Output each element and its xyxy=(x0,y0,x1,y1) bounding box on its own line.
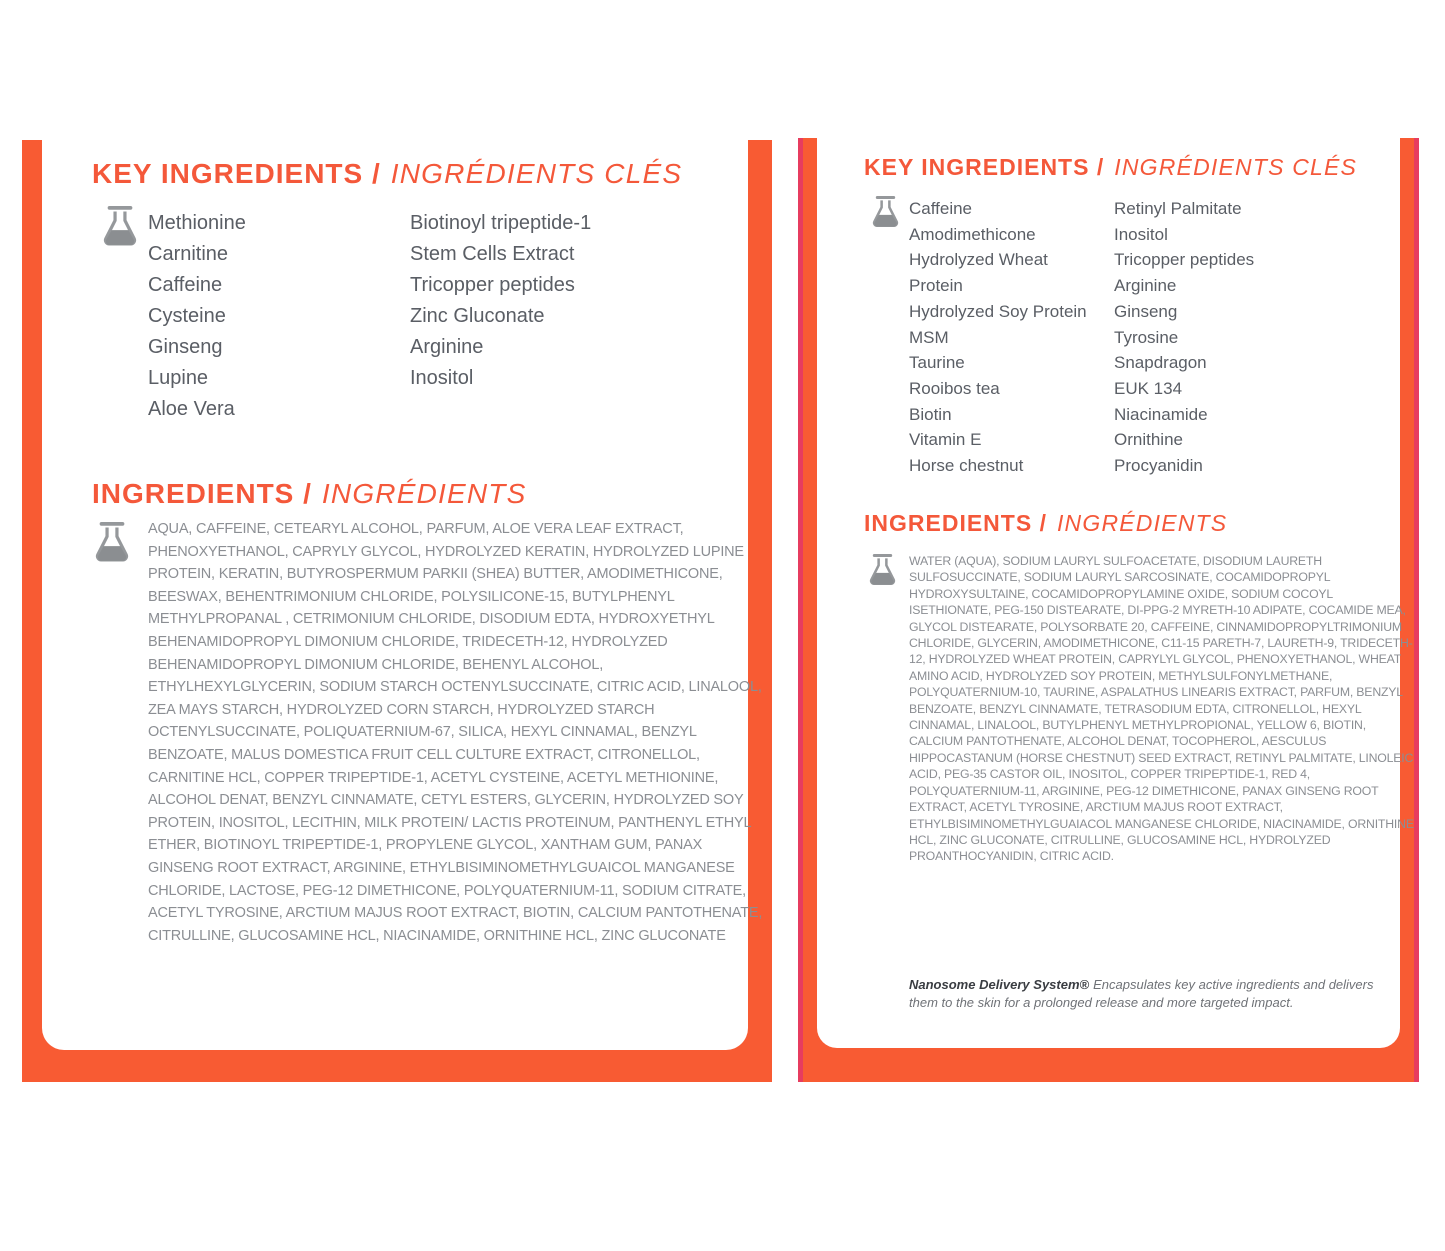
flask-icon xyxy=(870,196,901,229)
key-ingredient-item: Caffeine xyxy=(909,199,973,218)
heading-french: INGRÉDIENTS CLÉS xyxy=(390,158,683,189)
key-ingredients-column-2 xyxy=(1114,196,1354,479)
key-ingredient-item: Ginseng xyxy=(1114,301,1178,321)
key-ingredient-item: Ornithine xyxy=(1114,430,1183,450)
ingredients-heading xyxy=(864,510,1227,537)
key-ingredient-item: Amodimethicone xyxy=(909,224,1036,244)
key-ingredient-item: Tricopper peptides xyxy=(1114,250,1255,270)
key-ingredient-item: Vitamin E xyxy=(909,430,982,450)
key-ingredient-item: Biotinoyl tripeptide-1 xyxy=(410,212,592,234)
key-ingredient-item: Snapdragon xyxy=(1114,353,1207,373)
panel-right-orange-frame xyxy=(803,138,1414,1082)
panel-right-label xyxy=(798,138,1419,1082)
nanosome-footnote xyxy=(909,976,1389,1012)
key-ingredient-item: MSM xyxy=(909,327,949,347)
key-ingredient-item: Ginseng xyxy=(148,336,223,358)
key-ingredient-item: Arginine xyxy=(410,336,484,358)
heading-french: INGRÉDIENTS CLÉS xyxy=(1114,154,1358,180)
heading-english: INGREDIENTS / xyxy=(864,510,1047,536)
key-ingredient-item: Arginine xyxy=(1114,276,1177,296)
key-ingredient-item: Zinc Gluconate xyxy=(410,305,545,327)
key-ingredient-item: Hydrolyzed Soy Protein xyxy=(909,301,1087,321)
key-ingredient-item: Taurine xyxy=(909,353,965,373)
key-ingredient-item: Inositol xyxy=(410,367,474,389)
key-ingredients-heading xyxy=(864,154,1357,181)
key-ingredient-item: Lupine xyxy=(148,367,209,389)
flask-icon xyxy=(92,522,132,564)
heading-french: INGRÉDIENTS xyxy=(1056,510,1228,536)
key-ingredient-item: Tricopper peptides xyxy=(410,274,575,296)
flask-icon xyxy=(100,206,140,248)
heading-french: INGRÉDIENTS xyxy=(321,478,527,509)
key-ingredients-column-1 xyxy=(148,208,398,425)
key-ingredients-column-1 xyxy=(909,196,1097,479)
key-ingredient-item: Inositol xyxy=(1114,224,1168,244)
key-ingredient-item: Aloe Vera xyxy=(148,398,235,420)
key-ingredient-item: Stem Cells Extract xyxy=(410,243,575,265)
key-ingredient-item: Rooibos tea xyxy=(909,378,1000,398)
key-ingredient-item: Caffeine xyxy=(148,274,223,296)
key-ingredient-item: Retinyl Palmitate xyxy=(1114,199,1242,218)
panel-left-content-area xyxy=(42,140,763,1050)
key-ingredients-column-2 xyxy=(410,208,740,394)
heading-english: KEY INGREDIENTS / xyxy=(864,154,1105,180)
heading-english: KEY INGREDIENTS / xyxy=(92,158,381,189)
full-ingredients-text: AQUA, CAFFEINE, CETEARYL ALCOHOL, PARFUM, ALOE VERA LEAF EXTRACT, PHENOXYETHANOL, CAPRYLY GLYCOL, HYDROLYZED KERATIN, HYDROLYZED LUPINE PROTEIN, KERATIN, BUTYROSPERMUM PARKII (SHEA) BUTTER, AMODIMETHICONE, BEESWAX, BEHENTRIMONIUM CHLORIDE, POLYSILICONE-15, BUTYLPHENYL METHYLPROPANAL , CETRIMONIUM CHLORIDE, DISODIUM EDTA, HYDROXYETHYL BEHENAMIDOPROPYL DIMONIUM CHLORIDE, TRIDECETH-12, HYDROLYZED BEHENAMIDOPROPYL DIMONIUM CHLORIDE, BEHENYL ALCOHOL, ETHYLHEXYLGLYCERIN, SODIUM STARCH OCTENYLSUCCINATE, CITRIC ACID, LINALOOL, ZEA MAYS STARCH, HYDROLYZED CORN STARCH, HYDROLYZED STARCH OCTENYLSUCCINATE, POLIQUATERNIUM-67, SILICA, HEXYL CINNAMAL, BENZYL BENZOATE, MALUS DOMESTICA FRUIT CELL CULTURE EXTRACT, CITRONELLOL, CARNITINE HCL, COPPER TRIPEPTIDE-1, ACETYL CYSTEINE, ACETYL METHIONINE, ALCOHOL DENAT, BENZYL CINNAMATE, CETYL ESTERS, GLYCERIN, HYDROLYZED SOY PROTEIN, INOSITOL, LECITHIN, MILK PROTEIN/ LACTIS PROTEINUM, PANTHENYL ETHYL ETHER, BIOTINOYL TRIPEPTIDE-1, PROPYLENE GLYCOL, XANTHAM GUM, PANAX GINSENG ROOT EXTRACT, ARGININE, ETHYLBISIMINOMETHYLGUAICOL MANGANESE CHLORIDE, LACTOSE, PEG-12 DIMETHICONE, POLYQUATERNIUM-11, SODIUM CITRATE, ACETYL TYROSINE, ARCTIUM MAJUS ROOT EXTRACT, BIOTIN, CALCIUM PANTOTHENATE, CITRULLINE, GLUCOSAMINE HCL, NIACINAMIDE, ORNITHINE HCL, ZINC GLUCONATE xyxy=(148,521,763,944)
key-ingredient-item: Biotin xyxy=(909,404,952,424)
key-ingredient-item: Hydrolyzed Wheat Protein xyxy=(909,250,1048,296)
key-ingredients-heading xyxy=(92,158,682,190)
key-ingredient-item: Horse chestnut xyxy=(909,456,1024,476)
panel-left-label xyxy=(22,140,772,1082)
key-ingredient-item: Methionine xyxy=(148,212,246,234)
flask-icon xyxy=(867,554,898,587)
key-ingredient-item: Procyanidin xyxy=(1114,456,1203,476)
panel-right-content-area xyxy=(817,138,1414,1048)
key-ingredient-item: Tyrosine xyxy=(1114,327,1179,347)
footnote-text: Encapsulates key active ingredients and delivers them to the skin for a prolonged release and more targeted impact. xyxy=(909,977,1374,1010)
heading-english: INGREDIENTS / xyxy=(92,478,312,509)
key-ingredient-item: EUK 134 xyxy=(1114,378,1183,398)
footnote-lead: Nanosome Delivery System® xyxy=(909,977,1090,992)
ingredients-heading xyxy=(92,478,526,510)
key-ingredient-item: Cysteine xyxy=(148,305,226,327)
full-ingredients-text: WATER (AQUA), SODIUM LAURYL SULFOACETATE, DISODIUM LAURETH SULFOSUCCINATE, SODIUM LAURYL SARCOSINATE, COCAMIDOPROPYL HYDROXYSULTAINE, COCAMIDOPROPYLAMINE OXIDE, SODIUM COCOYL ISETHIONATE, PEG-150 DISTEARATE, DI-PPG-2 MYRETH-10 ADIPATE, COCAMIDE MEA, GLYCOL DISTEARATE, POLYSORBATE 20, CAFFEINE, CINNAMIDOPROPYLTRIMONIUM CHLORIDE, GLYCERIN, AMODIMETHICONE, C11-15 PARETH-7, LAURETH-9, TRIDECETH-12, HYDROLYZED WHEAT PROTEIN, CAPRYLYL GLYCOL, PHENOXYETHANOL, WHEAT AMINO ACID, HYDROLYZED SOY PROTEIN, METHYLSULFONYLMETHANE, POLYQUATERNIUM-10, TAURINE, ASPALATHUS LINEARIS EXTRACT, PARFUM, BENZYL BENZOATE, BENZYL CINNAMATE, TETRASODIUM EDTA, CITRONELLOL, HEXYL CINNAMAL, LINALOOL, BUTYLPHENYL METHYLPROPIONAL, YELLOW 6, BIOTIN, CALCIUM PANTOTHENATE, ALCOHOL DENAT, TOCOPHEROL, AESCULUS HIPPOCASTANUM (HORSE CHESTNUT) SEED EXTRACT, RETINYL PALMITATE, LINOLEIC ACID, PEG-35 CASTOR OIL, INOSITOL, COPPER TRIPEPTIDE-1, RED 4, POLYQUATERNIUM-11, ARGININE, PEG-12 DIMETHICONE, PANAX GINSENG ROOT EXTRACT, ACETYL TYROSINE, ARCTIUM MAJUS ROOT EXTRACT, ETHYLBISIMINOMETHYLGUAIACOL MANGANESE CHLORIDE, NIACINAMIDE, ORNITHINE HCL, ZINC GLUCONATE, CITRULLINE, GLUCOSAMINE HCL, HYDROLYZED PROANTHOCYANIDIN, CITRIC ACID. xyxy=(909,554,1414,864)
key-ingredient-item: Niacinamide xyxy=(1114,404,1208,424)
key-ingredient-item: Carnitine xyxy=(148,243,229,265)
